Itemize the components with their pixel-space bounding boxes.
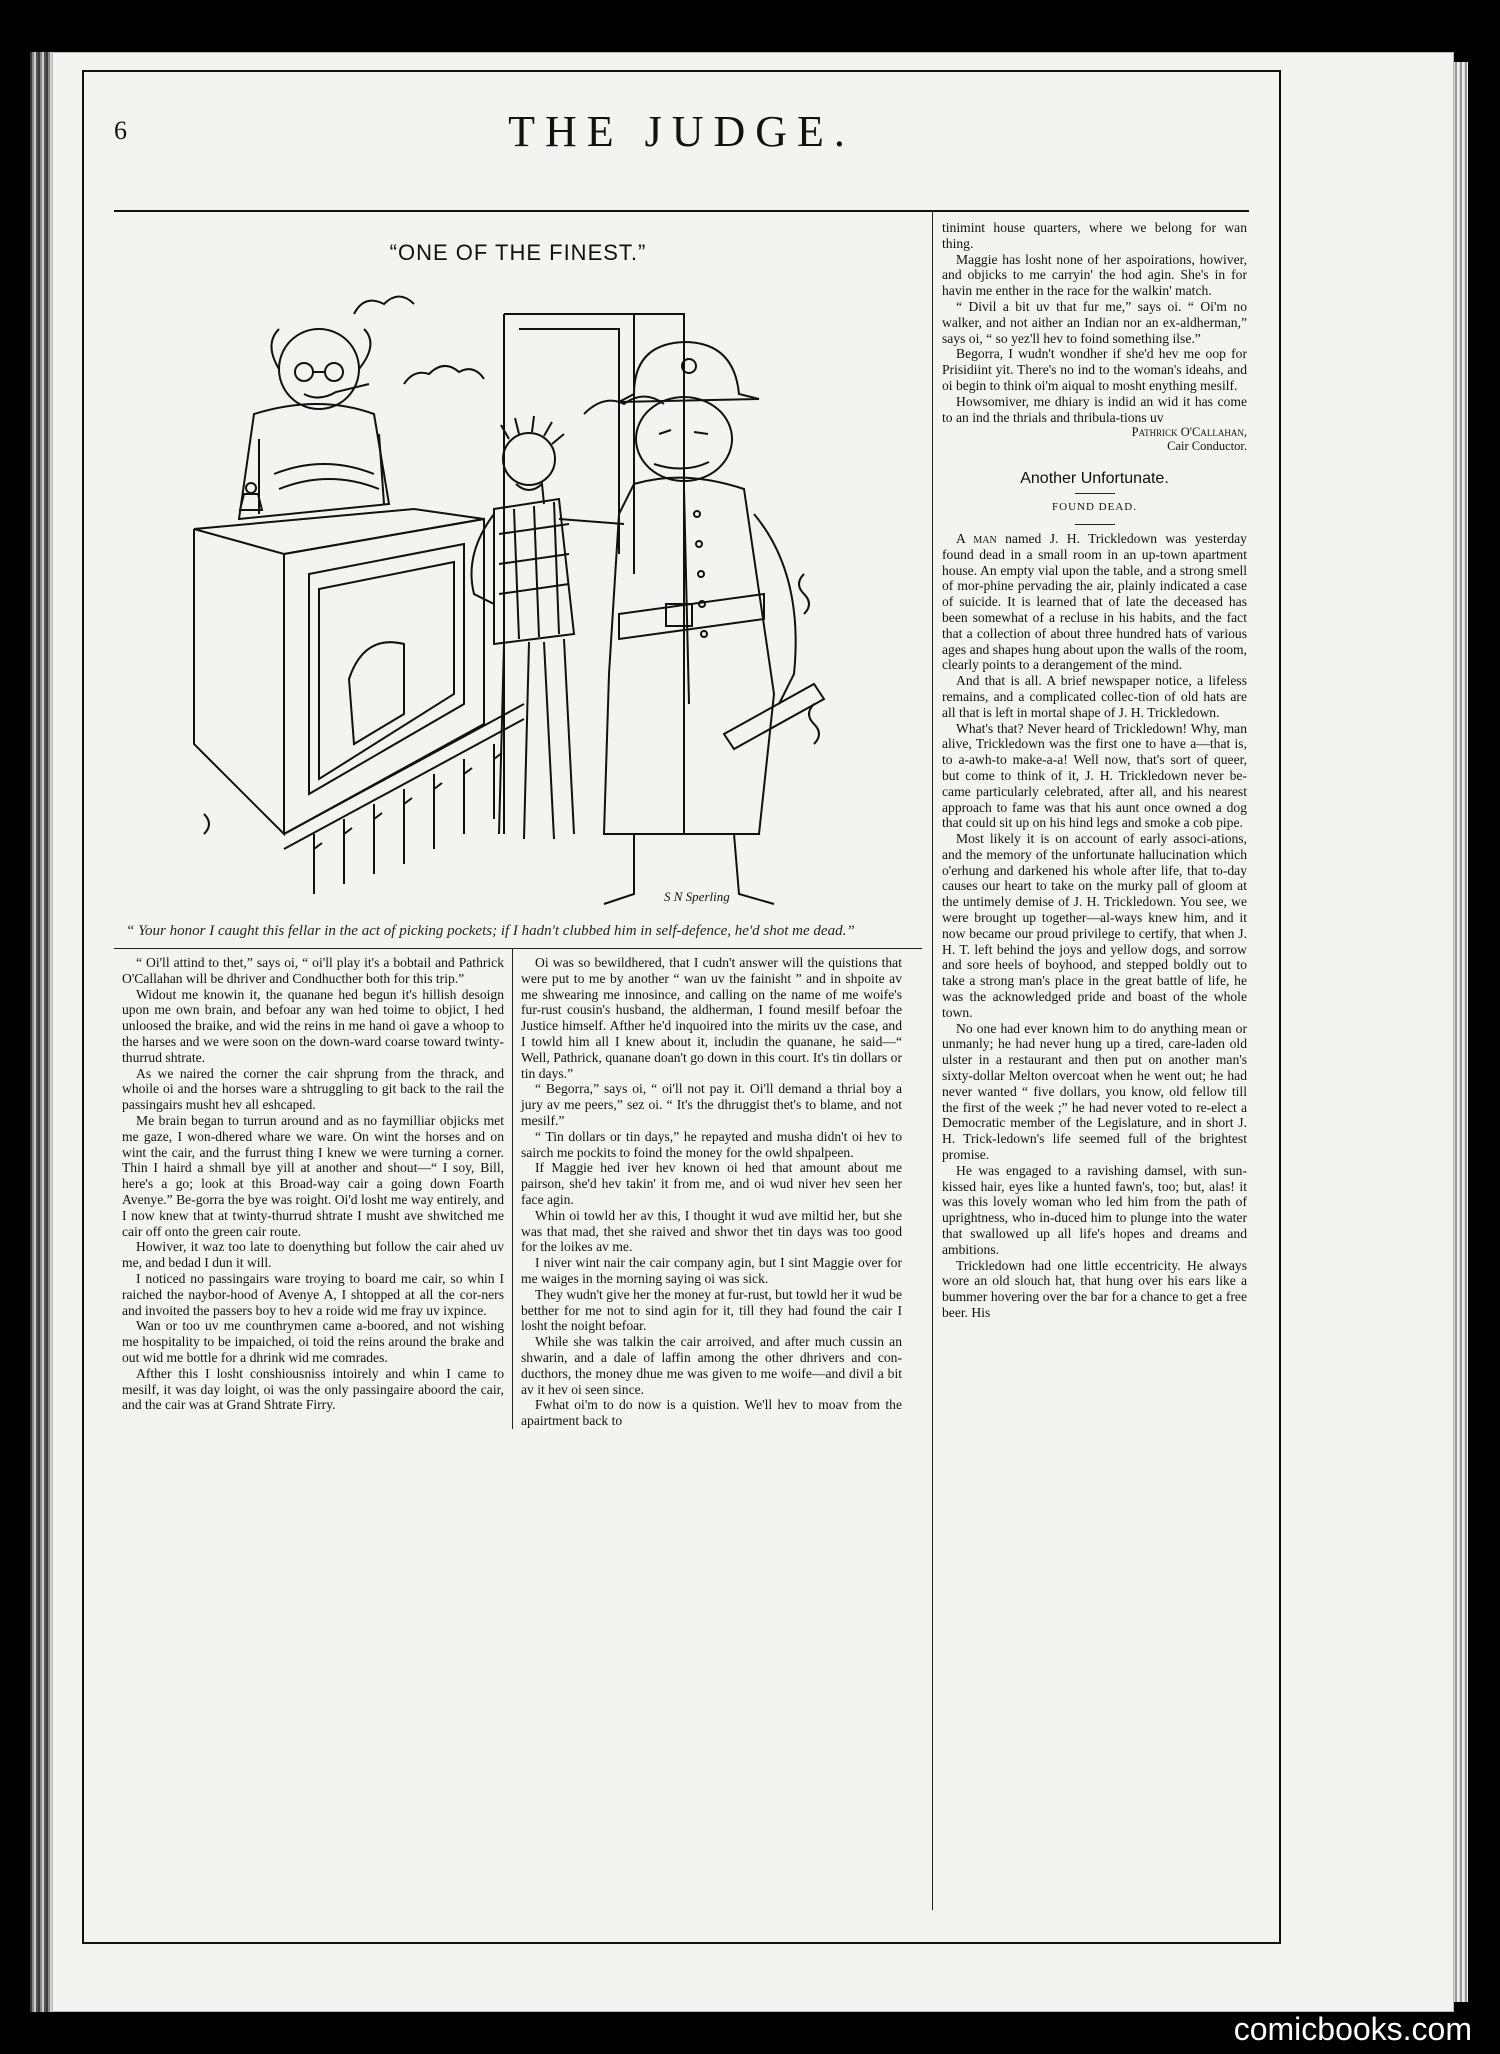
lead-caps: A man bbox=[956, 530, 997, 546]
cartoon-caption: “ Your honor I caught this fellar in the act of picking pockets; if I hadn't clubbed him in self-defence, he'd shot me dead.” bbox=[126, 923, 855, 939]
paragraph: I niver wint nair the cair company agin, but I sint Maggie over for me waiges in the morning saying oi was sick. bbox=[521, 1255, 902, 1286]
cartoon-signature: S N Sperling bbox=[664, 889, 730, 904]
paragraph: Afther this I losht conshiousniss intoirely and whin I came to mesilf, it was day loight, oi was the only passingaire aboord the cair, and the cair was at Grand Shtrate Firry. bbox=[122, 1365, 504, 1413]
page-number: 6 bbox=[114, 116, 127, 145]
paragraph: If Maggie hed iver hev known oi hed that amount about me pairson, she'd hev takin' it from me, and oi wud niver hev seen her face agin. bbox=[521, 1160, 902, 1207]
masthead: THE JUDGE. bbox=[508, 107, 855, 156]
paragraph: No one had ever known him to do anything mean or unmanly; he had never hung up a tired, care-laden old ulster in a restaurant and then put on another man's sixty-dollar Melton overcoat when he went out; he had never wanted “ five dollars, you know, old fellow till the first of the week ;” he had never voted to re-elect a Democratic member of the Legislature, and in short J. H. Trick-ledown's life seemed full of the brightest promise. bbox=[942, 1020, 1247, 1163]
paragraph: They wudn't give her the money at fur-rust, but towld her it wud be betther for me not to sind agin for it, till they had found the cair I losht the noight befoar. bbox=[521, 1286, 902, 1334]
header-rule bbox=[114, 210, 1249, 212]
story-column-1 bbox=[114, 949, 512, 1429]
page-frame bbox=[82, 70, 1281, 1944]
paragraph: Begorra, I wudn't wondher if she'd hev me oop for Prisidiint yit. There's no ind to the woman's ideahs, and oi begin to think oi'm aiqual to mosht enything mesilf. bbox=[942, 346, 1247, 393]
article-lead-paragraph bbox=[942, 531, 1247, 673]
paragraph: As we naired the corner the cair shprung from the thrack, and whoile oi and the horses ware a shtruggling to git back to the rail the passingairs musht hev all eshcaped. bbox=[122, 1065, 504, 1113]
paragraph: Trickledown had one little eccentricity. He always wore an old slouch hat, that hung over his ears like a bummer hovering over the bar for a chance to get a free beer. His bbox=[942, 1257, 1247, 1320]
paragraph: Widout me knowin it, the quanane hed begun it's hillish desoign upon me own brain, and befoar any wan hed toime to objict, I hed unloosed the braike, and wid the reins in me hand oi gave a whoop to the harses and we were soon on the down-ward coarse toward twinty-thurrud shtrate. bbox=[122, 986, 504, 1065]
article-title: Another Unfortunate. bbox=[1020, 470, 1169, 488]
column-divider bbox=[932, 210, 933, 1910]
lead-text: named J. H. Trickledown was yesterday found dead in a small room in an up-town apartment house. An empty vial upon the table, and a strong smell of mor-phine pervading the air, plainly indicated a case of suicide. It is learned that of late the deceased has been somewhat of a recluse in his habits, and the fact that a collection of about three hundred hats of various ages and shapes hung about upon the walls of the room, clearly points to a derangement of the mind. bbox=[942, 530, 1247, 673]
cartoon-drawing bbox=[164, 274, 864, 919]
paragraph: Fwhat oi'm to do now is a quistion. We'll hev to moav from the apairtment back to bbox=[521, 1397, 902, 1429]
paragraph: Howsomiver, me dhiary is indid an wid it has come to an ind the thrials and thribula-tions uv bbox=[942, 393, 1247, 425]
story-signature-title: Cair Conductor. bbox=[1167, 439, 1247, 454]
paragraph: While she was talkin the cair arroived, and after much cussin an shwarin, and a dale of laffin among the other dhrivers and con-ducthors, the money dhue me was given to me woife—and divil a bit av it hev oi seen since. bbox=[521, 1334, 902, 1397]
page-edge bbox=[1454, 62, 1468, 2002]
paragraph: Whin oi towld her av this, I thought it wud ave miltid her, but she was that mad, thet she raived and shwor thet tin days was too good for the loikes av me. bbox=[521, 1207, 902, 1255]
story-column-2 bbox=[512, 949, 910, 1429]
paragraph: tinimint house quarters, where we belong for wan thing. bbox=[942, 220, 1247, 251]
left-area bbox=[114, 220, 922, 1429]
paragraph: “ Divil a bit uv that fur me,” says oi. “ Oi'm no walker, and not aither an Indian nor an ex-aldherman,” says oi, “ so yez'll hev to foind something ilse.” bbox=[942, 298, 1247, 346]
paragraph: Wan or too uv me counthrymen came a-boored, and not wishing me hospitality to be impaiched, oi toid the reins around the brake and out wid me bottle for a dhrink wid me comrades. bbox=[122, 1318, 504, 1365]
paragraph: “ Oi'll attind to thet,” says oi, “ oi'll play it's a bobtail and Pathrick O'Callahan will be dhriver and Condhucther both for this trip.” bbox=[122, 955, 504, 986]
paragraph: And that is all. A brief newspaper notice, a lifeless remains, and a complicated collec-tion of old hats are all that is left in mortal shape of J. H. Trickledown. bbox=[942, 673, 1247, 720]
paragraph: “ Tin dollars or tin days,” he repayted and musha didn't oi hev to sairch me pockits to foind the money for the owld shpalpeen. bbox=[521, 1128, 902, 1160]
site-watermark: comicbooks.com bbox=[1233, 2011, 1472, 2047]
paragraph: He was engaged to a ravishing damsel, with sun-kissed hair, eyes like a hunted fawn's, too; but, alas! it was this lovely woman who led him from the path of uprightness, who in-duced him to plunge into the water that swallowed up all life's hopes and dreams and ambitions. bbox=[942, 1162, 1247, 1257]
paragraph: “ Begorra,” says oi, “ oi'll not pay it. Oi'll demand a thrial boy a jury av me peers,” sez oi. “ It's the dhruggist thet's to blame, and not mesilf.” bbox=[521, 1081, 902, 1128]
paragraph: Howiver, it waz too late to doenything but follow the cair ahed uv me, and bedad I dun it will. bbox=[122, 1239, 504, 1271]
header bbox=[114, 104, 1249, 164]
right-column bbox=[942, 220, 1247, 1321]
story-columns bbox=[114, 949, 922, 1429]
binding-strip bbox=[30, 52, 54, 2012]
paragraph: Me brain began to turrun around and as no faymilliar objicks met me gaze, I won-dhered whare we ware. On wint the horses and on wint the cair, and the furrust thing I knew we were turning a corner. Thin I haird a shmall bye yill at another and shout—“ I soy, Bill, here's a go; look at this Broad-way cair a going down Foarth Avenye.” Be-gorra the bye was roight. Oi'd losht me way entirely, and I now knew that at twinty-thurrud shtrate I musht ave shwitched me cair off onto the green cair route. bbox=[122, 1112, 504, 1239]
story-signature-name: Pathrick O'Callahan, bbox=[1131, 425, 1247, 440]
paragraph: Oi was so bewildhered, that I cudn't answer will the quistions that were put to me by another “ wan uv the fainisht ” and in shpoite av me shwearing me innosince, and calling on the name of me woife's fur-rust cousin's husband, the aldherman, I found mesilf befoar the Justice himself. Afther he'd inquoired into the mirits uv the case, and I towld him all I knew about it, includin the quanane, he said—“ Well, Pathrick, quanane doan't go down in this court. It's tin dollars or tin days.” bbox=[521, 955, 902, 1081]
paragraph: Maggie has losht none of her aspoirations, howiver, and objicks to me carryin' the hod agin. She's in for havin me enther in the race for the walkin' match. bbox=[942, 251, 1247, 299]
paragraph: I noticed no passingairs ware troying to board me cair, so whin I raiched the naybor-hood of Avenye A, I shtopped at all the cor-ners and invoited the passers boy to hev a roide wid me fray uv ixpince. bbox=[122, 1270, 504, 1318]
paragraph: Most likely it is on account of early associ-ations, and the memory of the unfortunate hallucination which o'erhung and darkened his whole after life, that to-day causes our heart to take on the murky pall of gloom at the untimely demise of J. H. Trickledown. You see, we were brought up together—al-ways knew him, and it now became our proud privilege to certify, that when J. H. T. left behind the joys and yellow dogs, and sorrow and sore heels of boyhood, and stepped boldly out to take a strong man's place in the great battle of life, he was the acknowledged pride and boast of the whole town. bbox=[942, 831, 1247, 1020]
cartoon-title: “ONE OF THE FINEST.” bbox=[389, 240, 647, 265]
cartoon-illustration bbox=[164, 274, 864, 919]
title-rule bbox=[1075, 493, 1115, 494]
paragraph: What's that? Never heard of Trickledown! Why, man alive, Trickledown was the first one to have a—that is, to a-awh-to make-a-a! Well now, that's sort of queer, but come to think of it, J. H. Trickledown never be-came particularly celebrated, after all, and his nearest approach to fame was that his aunt once owned a dog that could sit up on his hind legs and smoke a cob pipe. bbox=[942, 720, 1247, 831]
subhead-rule bbox=[1075, 524, 1115, 525]
article-subhead: FOUND DEAD. bbox=[1052, 501, 1137, 514]
